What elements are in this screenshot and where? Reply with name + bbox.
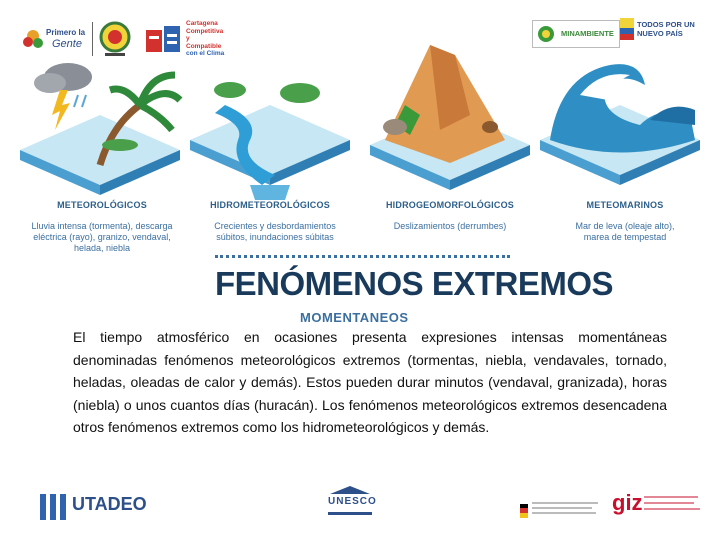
- category-desc-meteorologicos: [12, 221, 192, 254]
- utadeo-text: UTADEO: [72, 494, 147, 514]
- category-title-meteomarinos: METEOMARINOS: [586, 200, 664, 210]
- category-title-meteorologicos: METEOROLÓGICOS: [57, 200, 147, 210]
- giz-text: giz: [612, 490, 643, 515]
- flag-icon: [620, 18, 634, 42]
- category-desc-meteomarinos: [545, 221, 705, 243]
- german-eagle-icon: [520, 504, 528, 518]
- subheadline: MOMENTANEOS: [300, 310, 409, 325]
- category-title-hidrogeomorfologicos: HIDROGEOMORFOLÓGICOS: [385, 200, 514, 210]
- hidrometeorologicos-tile: [190, 82, 350, 200]
- desc-line: Mar de leva (oleaje alto),: [575, 221, 675, 231]
- minambiente-text: MINAMBIENTE: [561, 29, 614, 38]
- cartagena-line4: con el Clima: [186, 50, 225, 57]
- todos-line2: NUEVO PAÍS: [637, 29, 683, 38]
- logo-primero-line1: Primero la: [46, 28, 86, 37]
- hidrogeomorfologicos-tile: [370, 45, 530, 190]
- todos-line1: TODOS POR UN: [637, 20, 695, 29]
- desc-line: súbitos, inundaciones súbitas: [216, 232, 334, 242]
- logo-minambiente: [532, 20, 620, 48]
- desc-line: Lluvia intensa (tormenta), descarga: [31, 221, 173, 231]
- logo-giz: [612, 490, 702, 526]
- unesco-text: UNESCO: [328, 496, 377, 507]
- headline: FENÓMENOS EXTREMOS: [215, 265, 614, 302]
- desc-line: marea de tempestad: [583, 232, 667, 242]
- logo-utadeo: [40, 492, 150, 528]
- desc-line: Crecientes y desbordamientos: [214, 221, 336, 231]
- cartagena-line2: Competitiva y: [186, 27, 224, 42]
- logo-german-ministry: [520, 490, 600, 526]
- dotted-divider: [215, 255, 510, 258]
- logo-primero-line2: Gente: [52, 38, 82, 50]
- category-desc-hidrometeorologicos: [195, 221, 355, 243]
- meteorologicos-tile: [20, 63, 180, 195]
- logo-unesco: [318, 486, 382, 532]
- utadeo-emblem-icon: [40, 494, 66, 520]
- desc-line: eléctrica (rayo), granizo, vendaval,: [33, 232, 171, 242]
- cartagena-line1: Cartagena: [186, 20, 218, 27]
- category-title-hidrometeorologicos: HIDROMETEOROLÓGICOS: [210, 200, 330, 210]
- cartagena-line3: Compatible: [186, 42, 222, 50]
- desc-line: helada, niebla: [73, 243, 131, 253]
- body-paragraph: El tiempo atmosférico en ocasiones presenta expresiones intensas momentáneas denominadas fenómenos meteorológicos extremos (tormentas, niebla, vendavales, tornado, heladas, oleadas de calor y demás). Estos pueden durar minutos (vendaval, granizada), horas (niebla) o unos cuantos días (huracán). Los fenómenos meteorológicos extremos desencadena otros fenómenos extremos como los hidrometeorológicos y demás.: [73, 329, 667, 435]
- shield-icon: [537, 25, 555, 43]
- desc-line: Deslizamientos (derrumbes): [393, 221, 507, 231]
- meteomarinos-tile: [540, 64, 700, 185]
- category-desc-hidrogeomorfologicos: [370, 221, 530, 232]
